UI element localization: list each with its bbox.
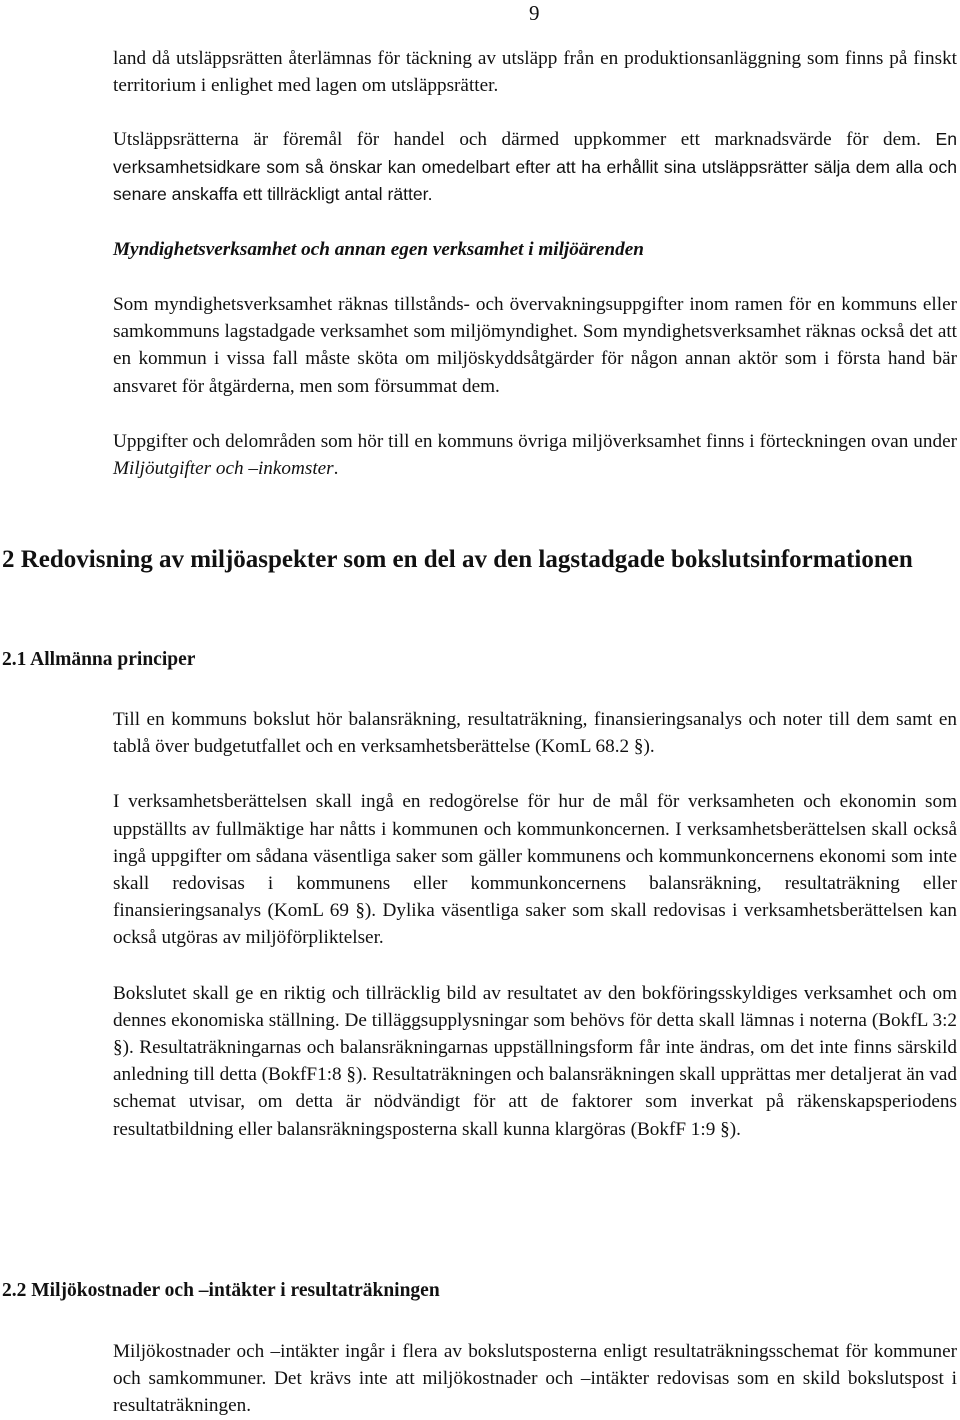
page-number: 9 bbox=[529, 1, 540, 25]
paragraph-emissions-trading-serif: Utsläppsrätterna är föremål för handel och därmed uppkommer ett marknadsvärde för dem. bbox=[113, 129, 921, 151]
intro-content bbox=[113, 45, 957, 482]
paragraph-other-tasks-end: . bbox=[333, 458, 339, 480]
paragraph-other-tasks-text: Uppgifter och delområden som hör till en kommuns övriga miljöverksamhet finns i förteckningen ovan under bbox=[113, 430, 957, 452]
section-heading-2: 2 Redovisning av miljöaspekter som en del av den lagstadgade bokslutsinformationen bbox=[2, 546, 913, 573]
paragraph-emissions-return: land då utsläppsrätten återlämnas för täckning av utsläpp från en produktionsanläggning som finns på finskt territorium i enlighet med lagen om utsläppsrätter. bbox=[113, 48, 957, 97]
paragraph-other-tasks-reference: Miljöutgifter och –inkomster bbox=[113, 458, 334, 480]
paragraph-financial-statement: Till en kommuns bokslut hör balansräkning, resultaträkning, finansieringsanalys och noter till dem samt en tablå över budgetutfallet och en verksamhetsberättelse (KomL 68.2 §). bbox=[113, 709, 957, 758]
paragraph-activity-report: I verksamhetsberättelsen skall ingå en redogörelse för hur de mål för verksamheten och ekonomin som uppställts av fullmäktige har nåtts i kommunen och kommunkoncernen. I verksamhetsberättelsen skall också ingå uppgifter om sådana väsentliga saker som gäller kommunens och kommunkoncernens ekonomi som inte skall redovisas i kommunens eller kommunkoncernens balansräkning, resultaträkning eller finansieringsanalys (KomL 69 §). Dylika väsentliga saker som skall redovisas i verksamhetsberättelsen kan också utgöras av miljöförpliktelser. bbox=[113, 791, 957, 949]
paragraph-authority-activity: Som myndighetsverksamhet räknas tillstånds- och övervakningsuppgifter inom ramen för en kommuns eller samkommuns lagstadgade verksamhet som miljömyndighet. Som myndighetsverksamhet räknas också det att en kommun i vissa fall måste sköta om miljöskyddsåtgärder för någon annan aktör som i första hand bär ansvaret för åtgärderna, men som försummat dem. bbox=[113, 294, 957, 397]
paragraph-emissions-trading bbox=[113, 126, 957, 208]
section-heading-2-1: 2.1 Allmänna principer bbox=[2, 649, 196, 670]
paragraph-environmental-costs: Miljökostnader och –intäkter ingår i flera av bokslutsposterna enligt resultaträkningsschemat för kommuner och samkommuner. Det krävs inte att miljökostnader och –intäkter redovisas som en skild bokslutspost i resultaträkningen. bbox=[113, 1341, 957, 1417]
paragraph-true-fair-view: Bokslutet skall ge en riktig och tillräcklig bild av resultatet av den bokföringsskyldiges verksamhet och om dennes ekonomiska ställning. De tilläggsupplysningar som behövs för detta skall lämnas i noterna (BokfL 3:2 §). Resultaträkningarnas och balansräkningarnas uppställningsform får inte ändras, om det inte finns särskild anledning till detta (BokfF1:8 §). Resultaträkningen och balansräkningen skall upprättas mer detaljerat än vad schemat utvisar, om detta är nödvändigt för att de faktorer som inverkat på räkenskapsperiodens resultatbildning eller balansräkningsposterna skall kunna klargöras (BokfF 1:9 §). bbox=[113, 982, 958, 1140]
section-2-1-content bbox=[113, 706, 957, 1143]
section-2-2-content bbox=[113, 1338, 957, 1420]
paragraph-emissions-trading-sans: En verksamhetsidkare som så önskar kan omedelbart efter att ha erhållit sina utsläppsrätter sälja dem alla och senare anskaffa ett tillräckligt antal rätter. bbox=[113, 129, 957, 204]
section-heading-2-2: 2.2 Miljökostnader och –intäkter i resultaträkningen bbox=[2, 1280, 440, 1301]
subheading-authority-activity: Myndighetsverksamhet och annan egen verksamhet i miljöärenden bbox=[113, 239, 644, 261]
paragraph-other-tasks bbox=[113, 428, 957, 482]
